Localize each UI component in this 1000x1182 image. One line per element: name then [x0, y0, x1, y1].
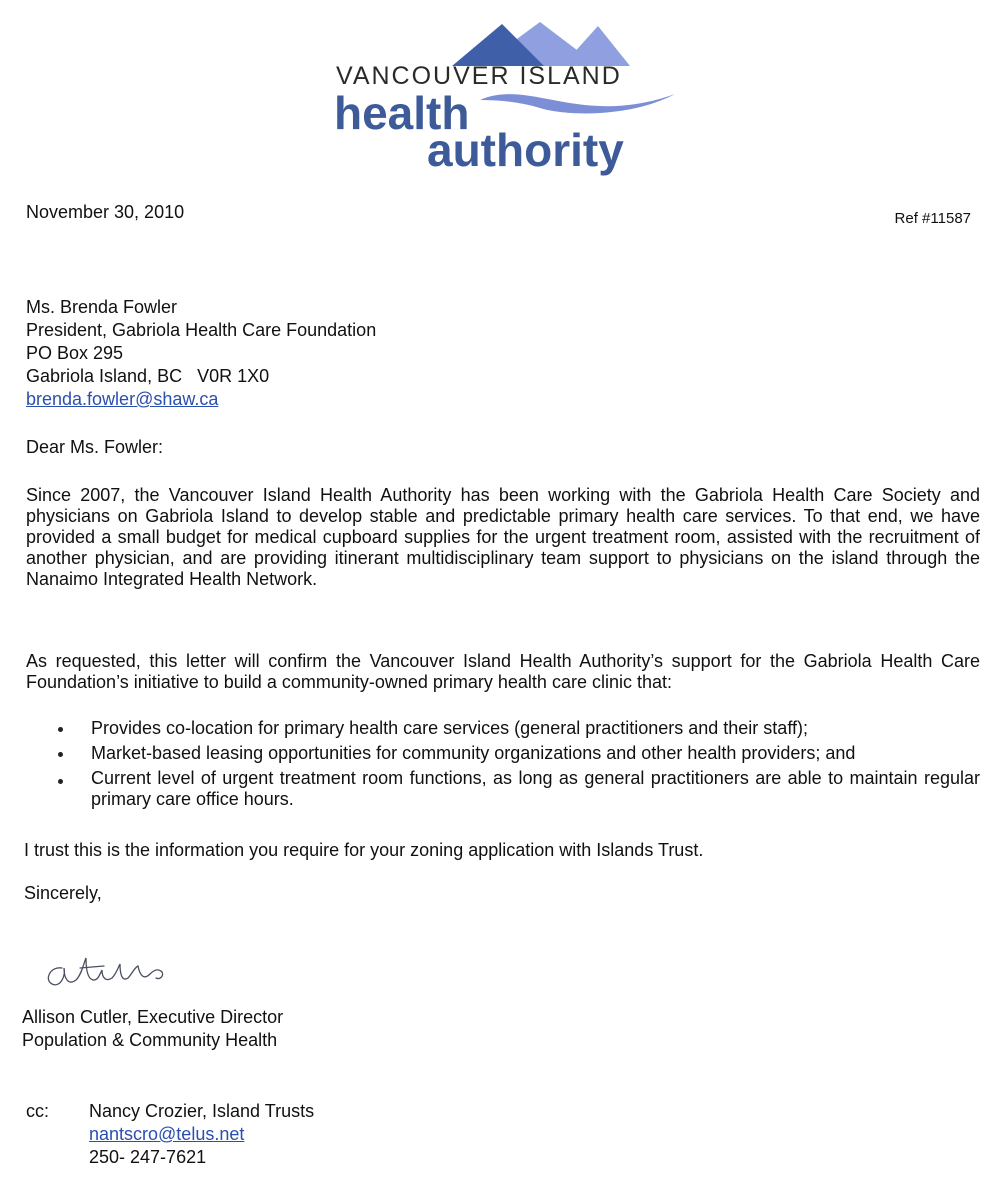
- logo-line-vancouver-island: VANCOUVER ISLAND: [336, 62, 622, 90]
- cc-block: [89, 1100, 314, 1169]
- cc-name: Nancy Crozier, Island Trusts: [89, 1101, 315, 1121]
- signer-department: Population & Community Health: [22, 1030, 278, 1050]
- cc-email-link[interactable]: nantscro@telus.net: [89, 1124, 245, 1144]
- bullet-icon: [58, 727, 63, 732]
- list-item-text: Current level of urgent treatment room functions, as long as general practitioners are able to maintain regular primary care office hours.: [91, 768, 980, 809]
- cc-phone: 250- 247-7621: [89, 1147, 207, 1167]
- bullet-icon: [58, 779, 63, 784]
- recipient-address-block: [26, 296, 376, 411]
- recipient-title: President, Gabriola Health Care Foundation: [26, 320, 377, 340]
- list-item: [54, 716, 980, 741]
- cc-label: cc:: [26, 1101, 50, 1121]
- trust-statement: I trust this is the information you require for your zoning application with Islands Trust.: [24, 840, 704, 860]
- recipient-email-link[interactable]: brenda.fowler@shaw.ca: [26, 389, 219, 409]
- closing-sincerely: Sincerely,: [24, 883, 102, 903]
- list-item-text: Market-based leasing opportunities for community organizations and other health providers; and: [91, 743, 856, 763]
- recipient-name: Ms. Brenda Fowler: [26, 297, 178, 317]
- body-paragraph-2: As requested, this letter will confirm the Vancouver Island Health Authority’s support for the Gabriola Health Care Foundation’s initiative to build a community-owned primary health care clinic that:: [26, 651, 980, 692]
- recipient-po-box: PO Box 295: [26, 343, 124, 363]
- list-item: [54, 768, 980, 810]
- list-item: [54, 741, 980, 766]
- signer-name-title: Allison Cutler, Executive Director: [22, 1007, 284, 1027]
- logo-line-authority: authority: [427, 124, 624, 176]
- signer-block: [22, 1006, 283, 1052]
- salutation: Dear Ms. Fowler:: [26, 437, 164, 457]
- list-item-text: Provides co-location for primary health care services (general practitioners and their staff);: [91, 718, 808, 738]
- reference-number: Ref #11587: [894, 210, 971, 227]
- handwritten-signature: [42, 950, 202, 995]
- logo-line-health: health: [334, 87, 470, 139]
- bullet-icon: [58, 752, 63, 757]
- signature-icon: [42, 950, 202, 995]
- body-paragraph-1: Since 2007, the Vancouver Island Health Authority has been working with the Gabriola Health Care Society and physicians on Gabriola Island to develop stable and predictable primary health care services. To that end, we have provided a small budget for medical cupboard supplies for the urgent treatment room, assisted with the recruitment of another physician, and are providing itinerant multidisciplinary team support to physicians on the island through the Nanaimo Integrated Health Network.: [26, 485, 980, 589]
- clinic-features-list: [54, 716, 980, 810]
- letter-date: November 30, 2010: [26, 202, 185, 222]
- recipient-city-line: Gabriola Island, BC V0R 1X0: [26, 366, 270, 386]
